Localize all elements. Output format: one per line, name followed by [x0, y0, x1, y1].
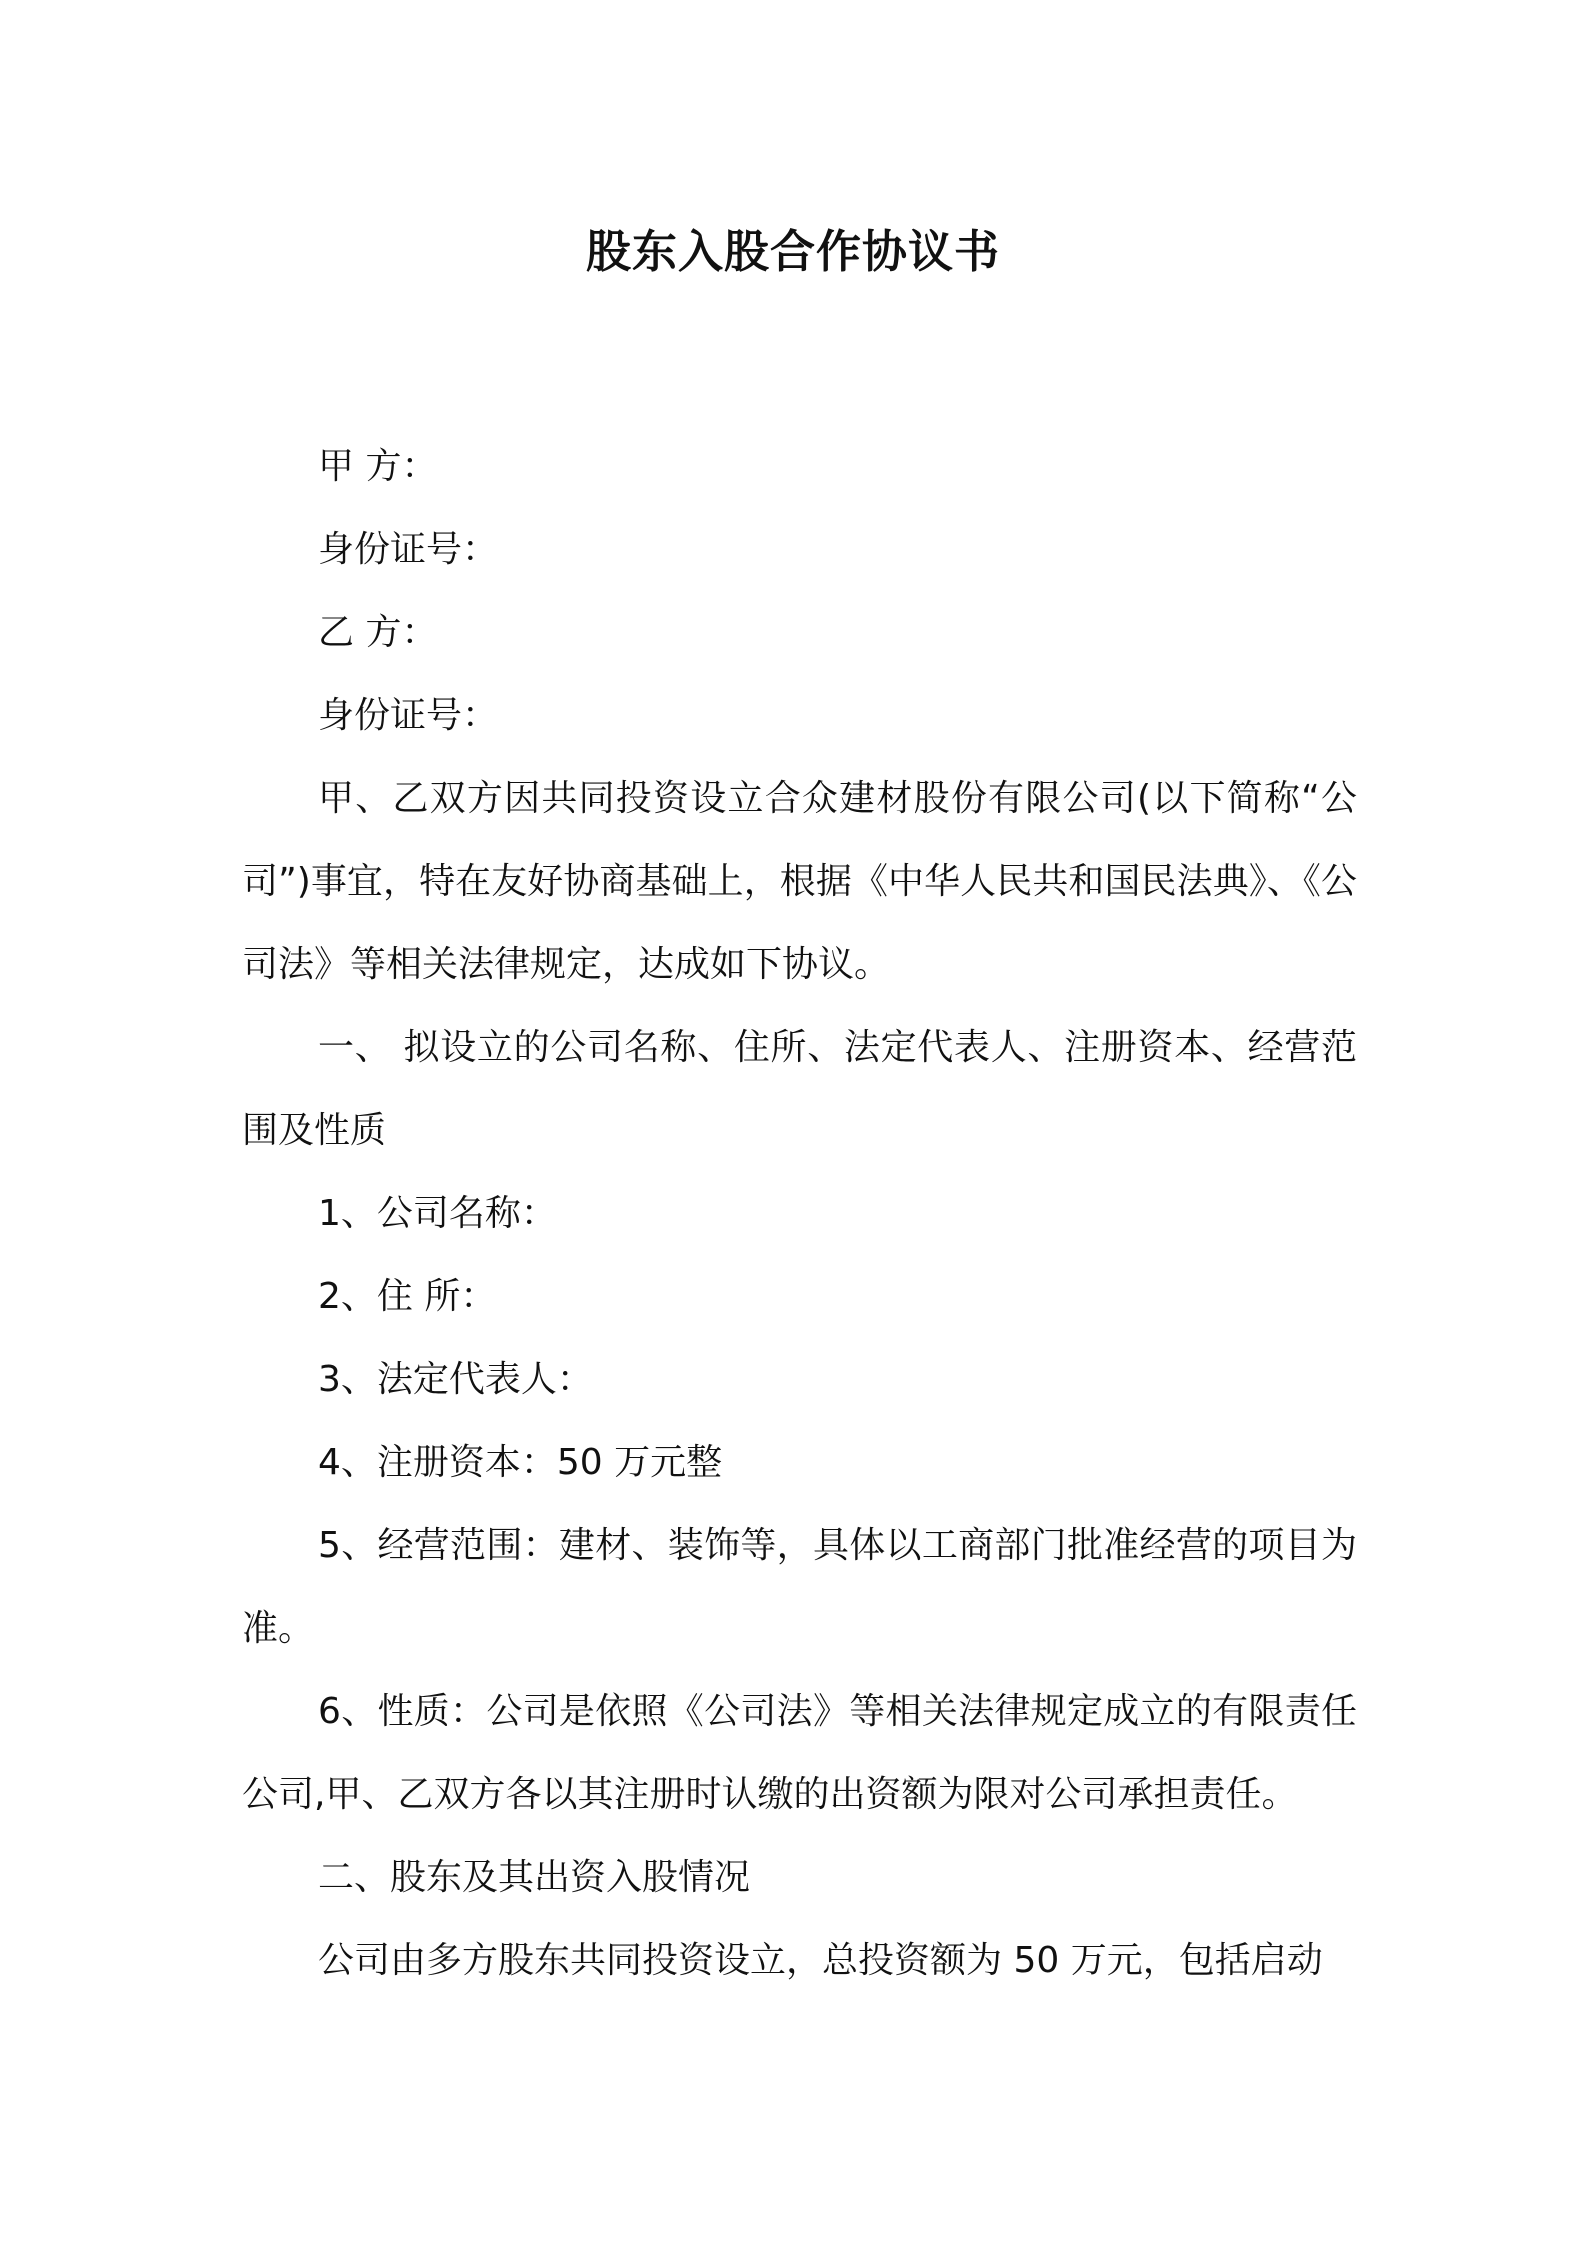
item-legal-representative: 3、法定代表人：	[318, 1359, 593, 1400]
item-company-name: 1、公司名称：	[318, 1193, 557, 1234]
party-a-label: 甲 方：	[318, 446, 438, 487]
item-address: 2、住 所：	[318, 1276, 497, 1317]
party-b-id-label: 身份证号：	[318, 695, 499, 736]
document-body	[242, 425, 1357, 2002]
section-2-paragraph: 公司由多方股东共同投资设立，总投资额为 50 万元，包括启动	[318, 1940, 1323, 1981]
item-registered-capital: 4、注册资本：50 万元整	[318, 1442, 723, 1483]
section-1-heading: 一、 拟设立的公司名称、住所、法定代表人、注册资本、经营范围及性质	[242, 1027, 1357, 1151]
document-title: 股东入股合作协议书	[585, 225, 1000, 278]
party-a-id-label: 身份证号：	[318, 529, 499, 570]
preamble-paragraph: 甲、乙双方因共同投资设立合众建材股份有限公司(以下简称“公司”)事宜，特在友好协商基础上，根据《中华人民共和国民法典》、《公司法》等相关法律规定，达成如下协议。	[242, 778, 1357, 985]
item-nature: 6、性质：公司是依照《公司法》等相关法律规定成立的有限责任公司,甲、乙双方各以其注册时认缴的出资额为限对公司承担责任。	[242, 1691, 1357, 1815]
section-2-heading: 二、股东及其出资入股情况	[318, 1857, 751, 1898]
item-business-scope: 5、经营范围：建材、装饰等，具体以工商部门批准经营的项目为准。	[242, 1525, 1357, 1649]
party-b-label: 乙 方：	[318, 612, 438, 653]
